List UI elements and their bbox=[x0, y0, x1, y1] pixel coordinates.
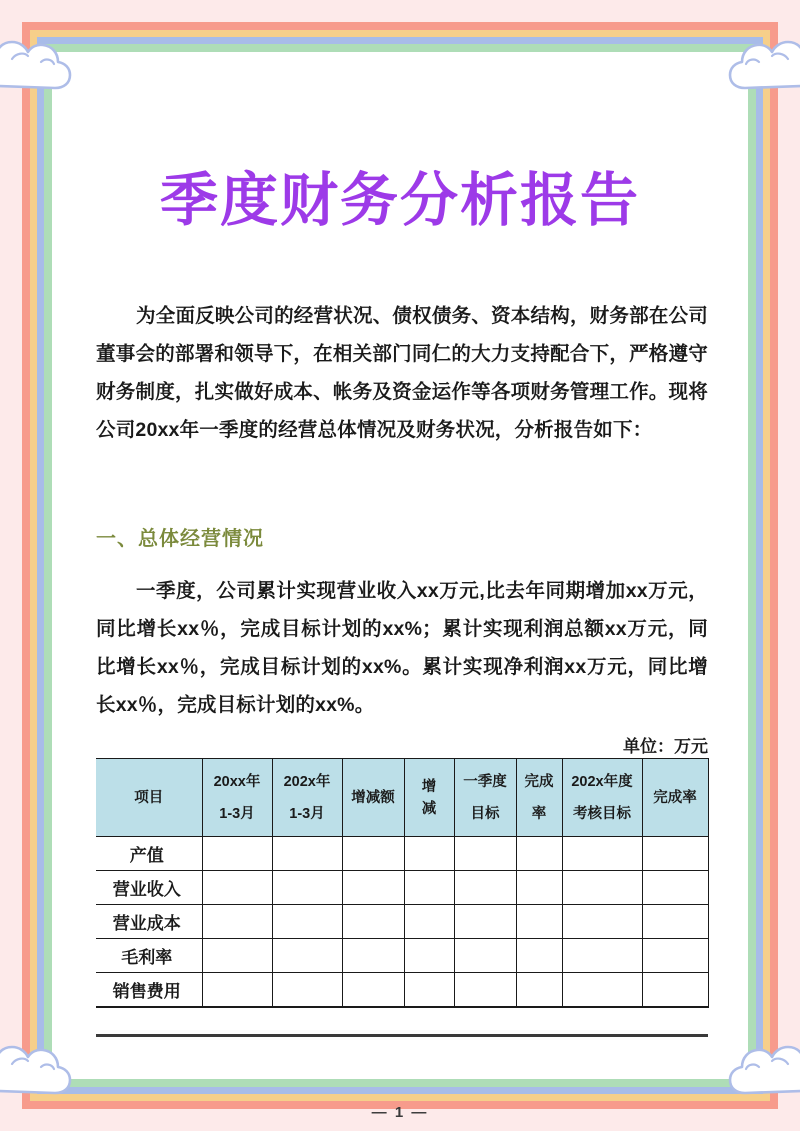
table-header-row bbox=[96, 759, 708, 837]
table-cell[interactable] bbox=[404, 905, 454, 939]
row-label: 销售费用 bbox=[96, 973, 202, 1007]
table-cell[interactable] bbox=[516, 939, 562, 973]
table-cell[interactable] bbox=[642, 973, 708, 1007]
table-cell[interactable] bbox=[272, 939, 342, 973]
column-header-cur-year bbox=[272, 759, 342, 837]
intro-block bbox=[96, 297, 708, 449]
column-header-line1: 完成 bbox=[524, 773, 554, 790]
table-body bbox=[96, 837, 708, 1007]
row-label: 毛利率 bbox=[96, 939, 202, 973]
table-cell[interactable] bbox=[404, 973, 454, 1007]
table-cell[interactable] bbox=[454, 973, 516, 1007]
column-header-line1: 202x年度 bbox=[571, 773, 633, 790]
table-cell[interactable] bbox=[202, 939, 272, 973]
column-header-line2: 减 bbox=[421, 800, 437, 817]
section-heading: 一、总体经营情况 bbox=[96, 528, 264, 550]
table-cell[interactable] bbox=[454, 837, 516, 871]
column-header-completion bbox=[516, 759, 562, 837]
column-header-line2: 目标 bbox=[470, 805, 500, 822]
table-cell[interactable] bbox=[202, 837, 272, 871]
table-cell[interactable] bbox=[202, 973, 272, 1007]
row-label: 产值 bbox=[96, 837, 202, 871]
column-header-line2: 1-3月 bbox=[289, 805, 325, 822]
table-cell[interactable] bbox=[454, 939, 516, 973]
column-header-line1: 增减额 bbox=[351, 789, 395, 806]
table-cell[interactable] bbox=[272, 837, 342, 871]
column-header-annual-target bbox=[562, 759, 642, 837]
table-cell[interactable] bbox=[562, 837, 642, 871]
column-header-line2: 1-3月 bbox=[219, 805, 255, 822]
column-header-line1: 一季度 bbox=[463, 773, 507, 790]
table-cell[interactable] bbox=[562, 905, 642, 939]
column-header-completion-rate bbox=[642, 759, 708, 837]
table-row bbox=[96, 973, 708, 1007]
table-cell[interactable] bbox=[454, 905, 516, 939]
page-number-footer: — 1 — bbox=[371, 1104, 429, 1121]
row-label: 营业成本 bbox=[96, 905, 202, 939]
table-cell[interactable] bbox=[642, 939, 708, 973]
table-cell[interactable] bbox=[642, 837, 708, 871]
table-cell[interactable] bbox=[342, 905, 404, 939]
table-row bbox=[96, 871, 708, 905]
table-cell[interactable] bbox=[272, 871, 342, 905]
column-header-line2: 率 bbox=[531, 805, 547, 822]
table-cell[interactable] bbox=[454, 871, 516, 905]
document-content bbox=[52, 52, 748, 1079]
table-block bbox=[96, 736, 708, 1037]
table-cell[interactable] bbox=[562, 939, 642, 973]
column-header-prev-year bbox=[202, 759, 272, 837]
table-bottom-rule bbox=[96, 1034, 708, 1037]
table-cell[interactable] bbox=[404, 871, 454, 905]
table-cell[interactable] bbox=[404, 837, 454, 871]
financial-table bbox=[96, 758, 709, 1008]
table-cell[interactable] bbox=[342, 837, 404, 871]
table-cell[interactable] bbox=[342, 973, 404, 1007]
table-cell[interactable] bbox=[642, 905, 708, 939]
page-title: 季度财务分析报告 bbox=[159, 168, 640, 233]
table-cell[interactable] bbox=[516, 973, 562, 1007]
row-label: 营业收入 bbox=[96, 871, 202, 905]
table-row bbox=[96, 837, 708, 871]
column-header-line1: 增 bbox=[421, 778, 437, 795]
column-header-delta-amount bbox=[342, 759, 404, 837]
column-header-line1: 20xx年 bbox=[213, 773, 261, 790]
table-cell[interactable] bbox=[642, 871, 708, 905]
table-cell[interactable] bbox=[202, 871, 272, 905]
table-cell[interactable] bbox=[516, 871, 562, 905]
table-cell[interactable] bbox=[342, 871, 404, 905]
table-unit-label: 单位：万元 bbox=[623, 737, 708, 756]
section-one-body bbox=[96, 572, 708, 724]
column-header-item bbox=[96, 759, 202, 837]
table-cell[interactable] bbox=[404, 939, 454, 973]
table-cell[interactable] bbox=[202, 905, 272, 939]
table-cell[interactable] bbox=[272, 973, 342, 1007]
column-header-line1: 202x年 bbox=[283, 773, 331, 790]
column-header-line2: 考核目标 bbox=[573, 805, 631, 822]
column-header-delta bbox=[404, 759, 454, 837]
table-cell[interactable] bbox=[562, 973, 642, 1007]
table-cell[interactable] bbox=[516, 837, 562, 871]
table-cell[interactable] bbox=[516, 905, 562, 939]
section-paragraph: 一季度，公司累计实现营业收入xx万元,比去年同期增加xx万元，同比增长xx％，完成目标计划的xx%；累计实现利润总额xx万元，同比增长xx％，完成目标计划的xx%。累计实现净利润xx万元，同比增长xx％，完成目标计划的xx%。 bbox=[96, 580, 708, 716]
table-row bbox=[96, 939, 708, 973]
table-cell[interactable] bbox=[562, 871, 642, 905]
column-header-line1: 完成率 bbox=[653, 789, 697, 806]
column-header-q1-target bbox=[454, 759, 516, 837]
column-header-line1: 项目 bbox=[134, 789, 164, 806]
table-row bbox=[96, 905, 708, 939]
table-cell[interactable] bbox=[272, 905, 342, 939]
table-cell[interactable] bbox=[342, 939, 404, 973]
intro-paragraph: 为全面反映公司的经营状况、债权债务、资本结构，财务部在公司董事会的部署和领导下，在相关部门同仁的大力支持配合下，严格遵守财务制度，扎实做好成本、帐务及资金运作等各项财务管理工作。现将公司20xx年一季度的经营总体情况及财务状况，分析报告如下： bbox=[96, 305, 708, 441]
section-one bbox=[96, 524, 708, 554]
